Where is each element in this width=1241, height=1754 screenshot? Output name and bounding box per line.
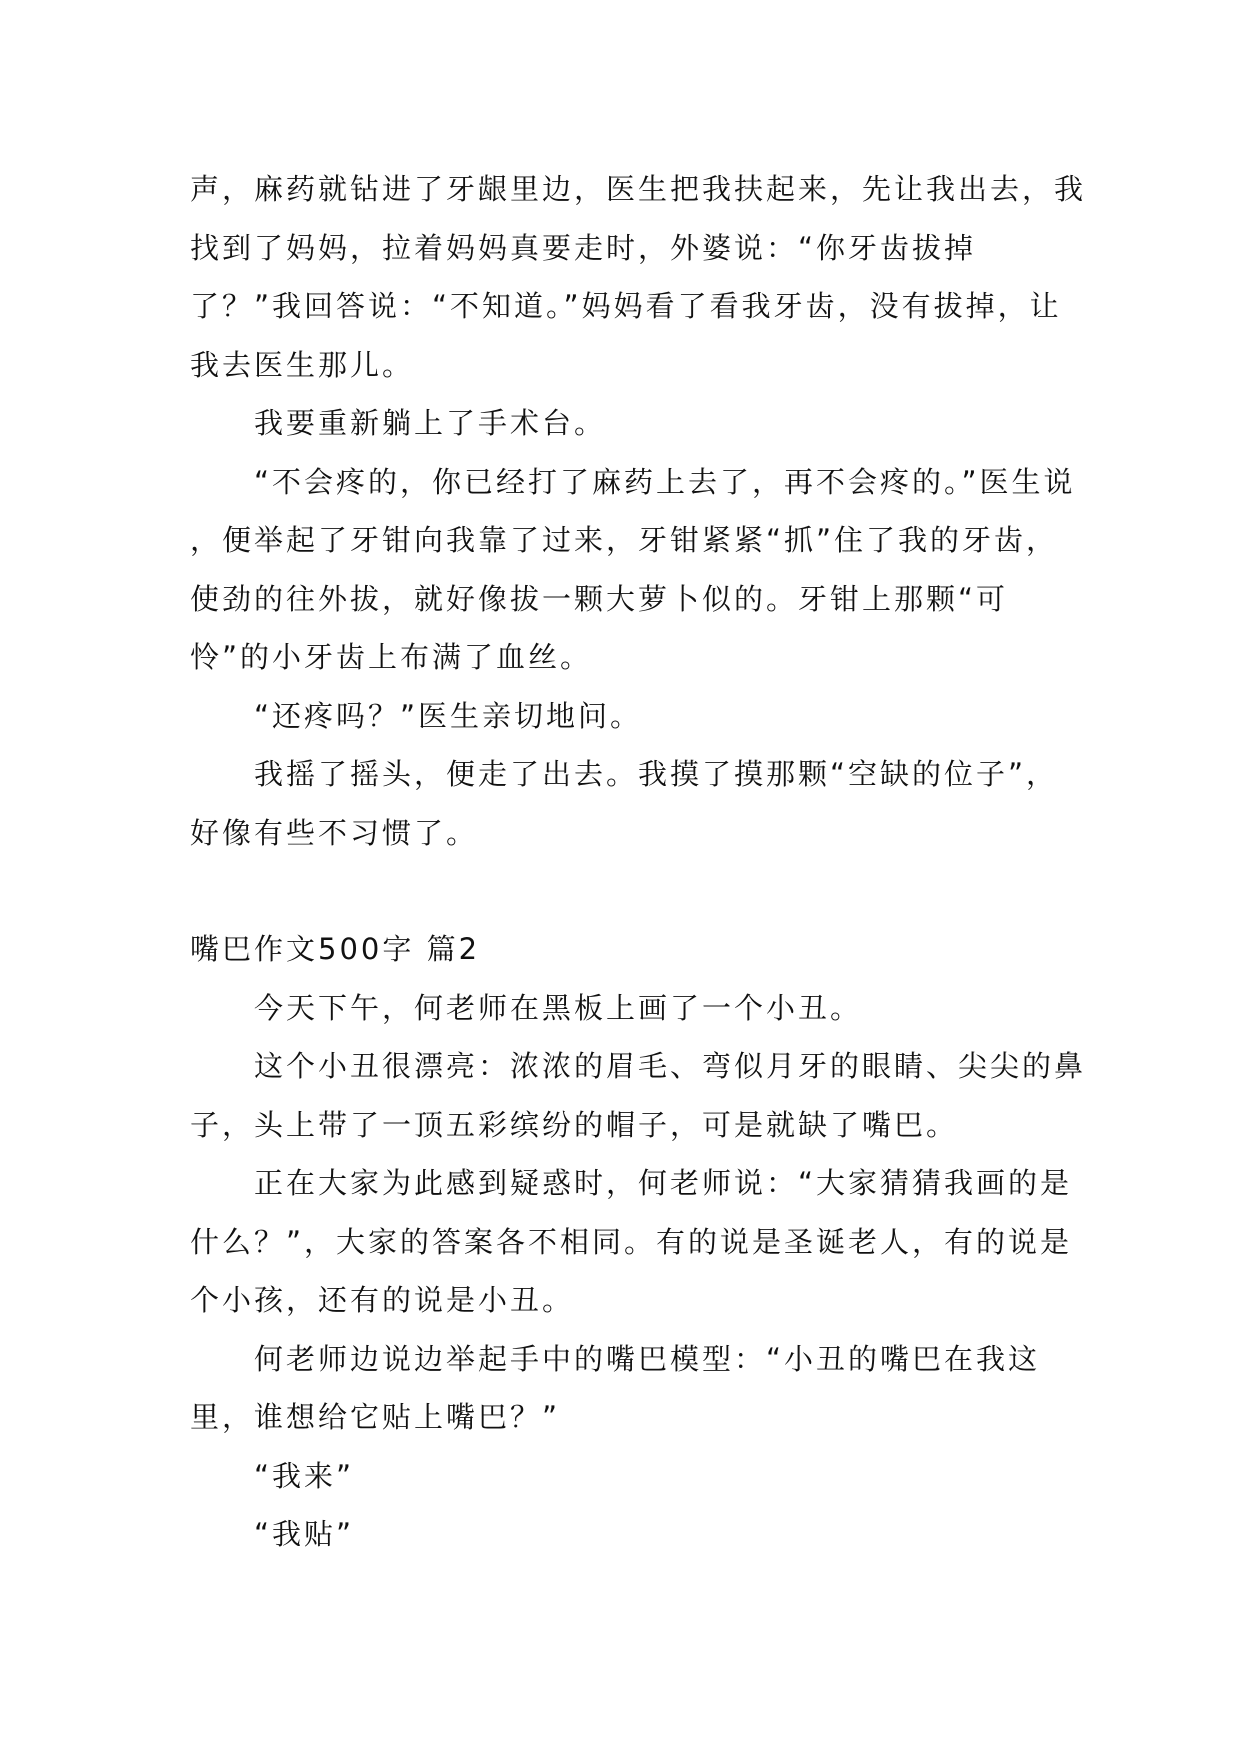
document-body — [190, 160, 1090, 1564]
paragraph-3: “不会疼的，你已经打了麻药上去了，再不会疼的。”医生说 ，便举起了牙钳向我靠了过来，牙钳紧紧“抓”住了我的牙齿，使劲的往外拔，就好像拔一颗大萝卜似的。牙钳上那颗“可怜”的小牙齿上布满了血丝。 — [190, 464, 1076, 674]
paragraph-5: 我摇了摇头，便走了出去。我摸了摸那颗“空缺的位子”，好像有些不习惯了。 — [190, 757, 1059, 850]
paragraph-1: 声，麻药就钻进了牙龈里边，医生把我扶起来，先让我出去，我找到了妈妈，拉着妈妈真要走时，外婆说：“你牙齿拔掉了？”我回答说：“不知道。”妈妈看了看我牙齿，没有拔掉，让我去医生那儿。 — [190, 172, 1087, 382]
section-heading: 嘴巴作文500字 篇2 — [190, 932, 481, 966]
paragraph-7: 这个小丑很漂亮：浓浓的眉毛、弯似月牙的眼睛、尖尖的鼻子，头上带了一顶五彩缤纷的帽子，可是就缺了嘴巴。 — [190, 1049, 1087, 1142]
paragraph-11: “我贴” — [254, 1517, 355, 1551]
paragraph-8: 正在大家为此感到疑惑时，何老师说：“大家猜猜我画的是什么？”，大家的答案各不相同。有的说是圣诞老人，有的说是个小孩，还有的说是小丑。 — [190, 1166, 1073, 1317]
paragraph-2: 我要重新躺上了手术台。 — [254, 406, 607, 440]
paragraph-9: 何老师边说边举起手中的嘴巴模型：“小丑的嘴巴在我这里，谁想给它贴上嘴巴？” — [190, 1341, 1041, 1434]
paragraph-4: “还疼吗？”医生亲切地问。 — [254, 698, 643, 733]
paragraph-10: “我来” — [254, 1458, 355, 1493]
paragraph-6: 今天下午，何老师在黑板上画了一个小丑。 — [254, 990, 863, 1025]
